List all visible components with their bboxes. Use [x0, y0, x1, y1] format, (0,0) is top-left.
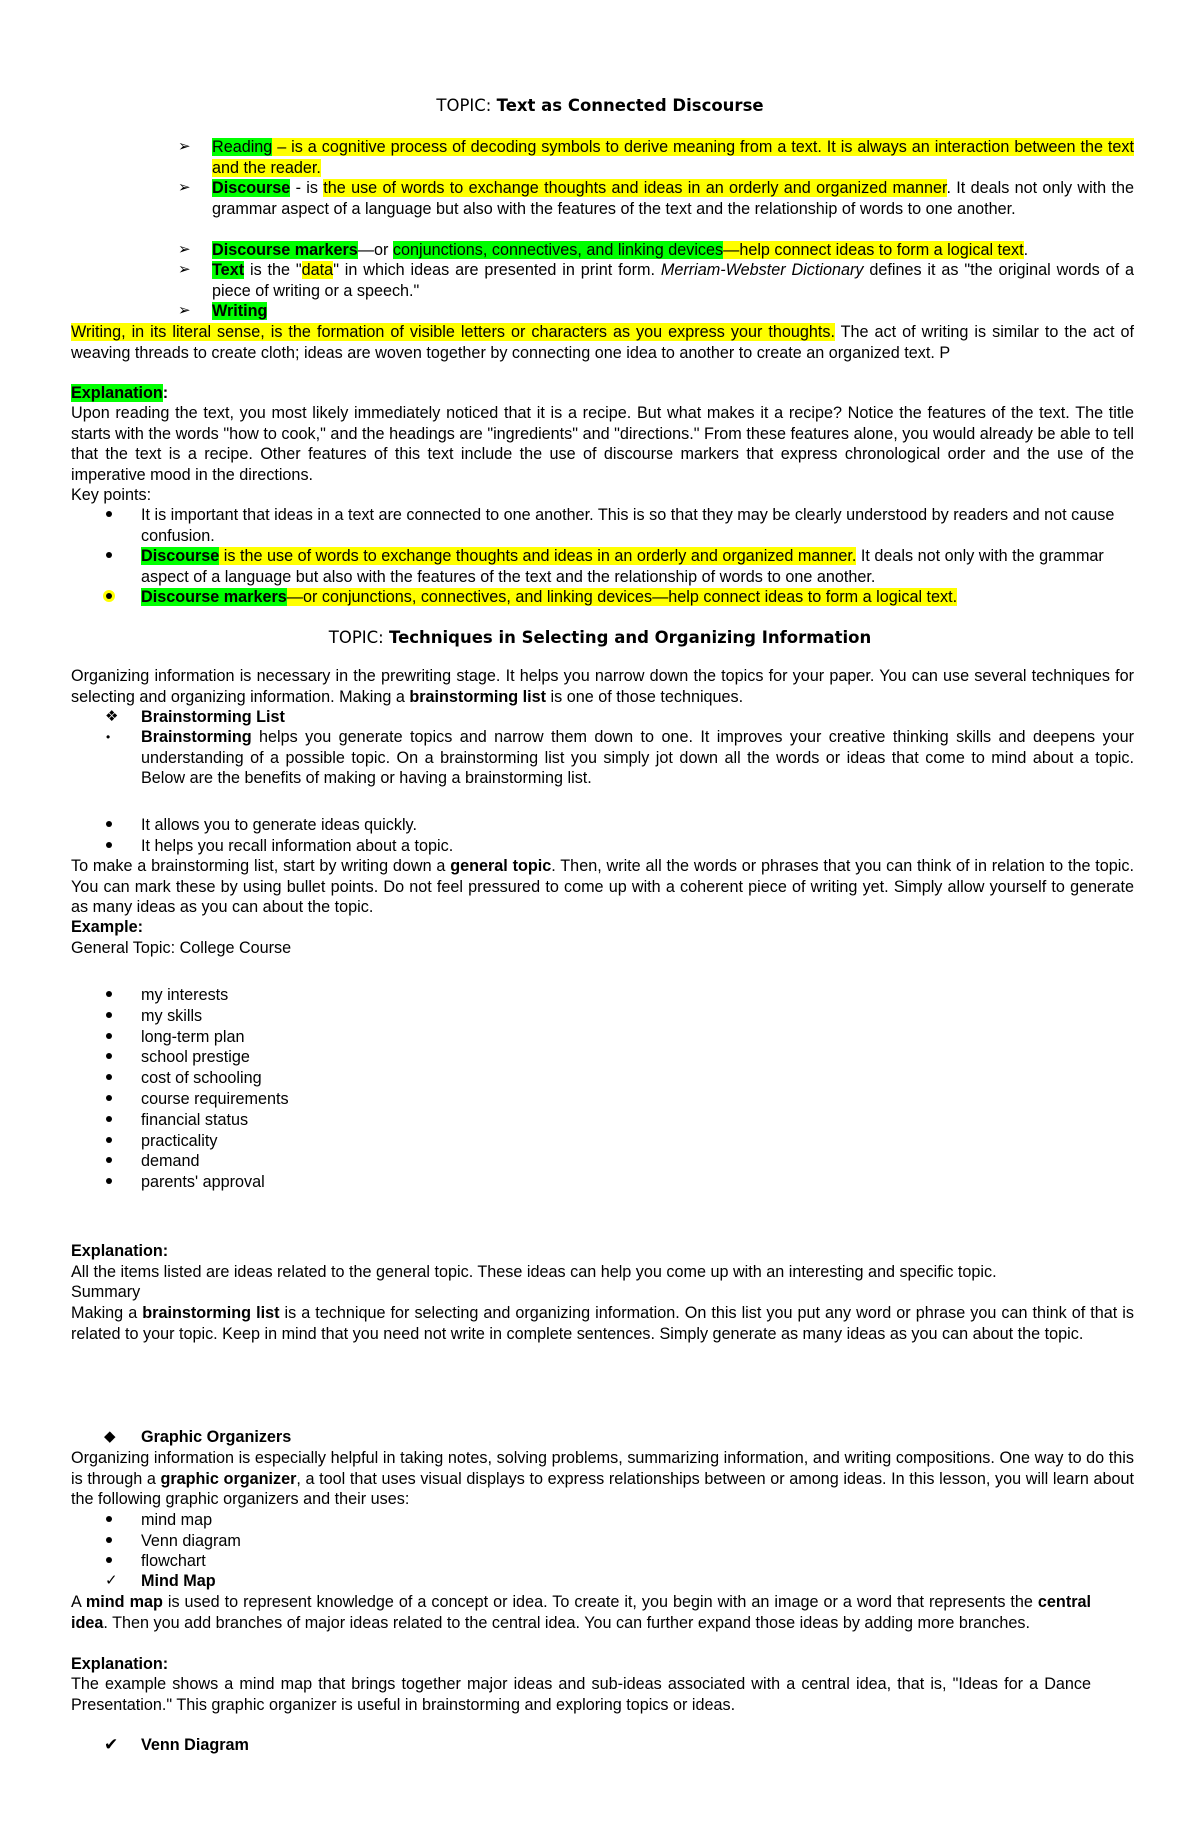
explanation-text-3: The example shows a mind map that brings together major ideas and sub-ideas associated with a central idea, that is, "Ideas for a Dance Presentation." This graphic organizer is useful in brainstorming and exploring topics or ideas.: [71, 1675, 1091, 1714]
benefit-1: It allows you to generate ideas quickly.: [141, 816, 417, 834]
bullet-icon: [106, 1516, 112, 1522]
key-point-2: [141, 546, 1134, 587]
graphic-text: , a tool that uses visual displays to express relationships between or among ideas. In this lesson, you will learn about the following graphic organizers and their uses:: [71, 1469, 1134, 1508]
separator: - is: [290, 179, 324, 197]
writing-rest: The act of writing is similar to the act of weaving threads to create cloth; ideas are woven together by connecting one idea to another to create an organized text. P: [71, 323, 1134, 362]
explanation-label-2: Explanation:: [71, 1242, 169, 1260]
how-text: To make a brainstorming list, start by writing down a: [71, 857, 451, 875]
explanation-label: Explanation: [71, 384, 163, 402]
graphic-organizers-heading: Graphic Organizers: [141, 1428, 292, 1446]
brainstorming-term: Brainstorming: [141, 728, 252, 746]
list-item: long-term plan: [141, 1027, 245, 1046]
kp2-term: Discourse: [141, 547, 220, 565]
separator: —or: [357, 241, 393, 259]
kp2-rest: It deals not only with the grammar aspect of a language but also with the features of the text and the relationship of words to one another.: [141, 547, 1104, 586]
explanation-text: Upon reading the text, you most likely immediately noticed that it is a recipe. But what makes it a recipe? Notice the features of the text. The title starts with the words "how to cook," and the headings are "ingredients" and "directions." From these features alone, you would already be able to tell that the text is a recipe. Other features of this text include the use of discourse markers that express chronological order and the use of the imperative mood in the directions.: [71, 404, 1134, 484]
kp2-highlight: is the use of words to exchange thoughts and ideas in an orderly and organized manner.: [219, 547, 857, 565]
summary-bold: brainstorming list: [142, 1304, 280, 1322]
key-point-1: It is important that ideas in a text are connected to one another. This is so that they may be clearly understood by readers and not cause confusion.: [141, 506, 1115, 545]
list-item: school prestige: [141, 1048, 250, 1067]
list-item: my interests: [141, 986, 229, 1004]
bullet-icon: [106, 842, 112, 848]
mm-text: . Then you add branches of major ideas related to the central idea. You can further expand those ideas by adding more branches.: [103, 1613, 1030, 1632]
diamond-bullet-icon: ◆: [104, 1428, 116, 1445]
text-part: defines it as "the original words of a piece of writing or a speech.": [212, 261, 1135, 300]
markers-highlight-yellow: —help connect ideas to form a logical text: [723, 241, 1024, 259]
bullet-icon: [106, 511, 112, 517]
markers-highlight-green: conjunctions, connectives, and linking devices: [392, 241, 724, 259]
list-item: cost of schooling: [141, 1069, 262, 1088]
reading-definition: – is a cognitive process of decoding symbols to derive meaning from a text. It is always an interaction between the text and the reader.: [212, 138, 1134, 177]
term-text: Text: [212, 261, 245, 279]
summary-text: Making a: [71, 1304, 143, 1322]
summary-text: is a technique for selecting and organizing information. On this list you put any word or phrase you can think of that is related to your topic. Keep in mind that you need not write in complete sentences. Simply generate as many ideas as you can about the topic.: [71, 1304, 1134, 1343]
arrow-bullet-icon: ➢: [178, 179, 191, 196]
bullet-icon: [106, 593, 112, 599]
mind-map-paragraph: [71, 1592, 1091, 1633]
text-part: " in which ideas are presented in print form.: [333, 261, 661, 279]
summary-label: Summary: [71, 1283, 141, 1301]
list-item: course requirements: [141, 1090, 289, 1108]
intro-bold: brainstorming list: [409, 687, 547, 706]
key-point-3: [141, 587, 1134, 608]
list-item: practicality: [141, 1131, 218, 1150]
mm-bold: mind map: [85, 1593, 163, 1611]
term-discourse-markers: Discourse markers: [212, 241, 358, 259]
topic-heading-1: [0, 96, 1200, 117]
bullet-icon: [106, 1157, 112, 1163]
benefit-2: It helps you recall information about a topic.: [141, 837, 454, 855]
topic-heading-2: [0, 628, 1200, 649]
list-item: mind map: [141, 1511, 213, 1529]
definition-discourse: [212, 178, 1134, 219]
bullet-icon: [106, 1116, 112, 1122]
definition-reading: [212, 137, 1134, 178]
bullet-icon: [106, 821, 112, 827]
term-writing: Writing: [212, 302, 268, 320]
list-item: financial status: [141, 1110, 249, 1129]
list-item: parents' approval: [141, 1173, 265, 1192]
diamond-bullet-icon: ❖: [105, 708, 119, 725]
data-highlight: data: [301, 261, 334, 279]
topic-title: Text as Connected Discourse: [496, 96, 764, 115]
definition-discourse-markers: [212, 240, 1134, 261]
dictionary-name: Merriam-Webster Dictionary: [660, 261, 864, 279]
bullet-icon: [106, 1178, 112, 1184]
period: .: [1023, 241, 1029, 259]
bullet-icon: [106, 1033, 112, 1039]
mm-bold: central idea: [71, 1593, 1092, 1632]
bullet-icon: [106, 1095, 112, 1101]
discourse-rest: . It deals not only with the grammar aspect of a language but also with the features of the text and the relationship of words to one another.: [212, 179, 1134, 218]
arrow-bullet-icon: ➢: [178, 138, 191, 155]
intro-text: Organizing information is necessary in the prewriting stage. It helps you narrow down the topics for your paper. You can use several techniques for selecting and organizing information. Making a: [71, 667, 1134, 706]
mm-text: is used to represent knowledge of a concept or idea. To create it, you begin with an image or a word that represents the: [162, 1593, 1038, 1611]
topic-title: Techniques in Selecting and Organizing Information: [389, 628, 872, 647]
bullet-icon: [106, 1537, 112, 1543]
text-part: is the ": [244, 261, 302, 279]
checkmark-icon: ✔: [104, 1735, 119, 1754]
general-topic: General Topic: College Course: [71, 939, 292, 957]
mind-map-heading: Mind Map: [141, 1572, 216, 1590]
example-label: Example:: [71, 918, 143, 936]
brainstorming-heading: Brainstorming List: [141, 708, 285, 726]
checkmark-icon: ✓: [105, 1572, 118, 1589]
summary-paragraph: [71, 1303, 1134, 1344]
bullet-icon: [106, 1557, 112, 1563]
bullet-icon: [106, 552, 112, 558]
graphic-text: Organizing information is especially helpful in taking notes, solving problems, summarizing information, and writing compositions. One way to do this is through a: [71, 1449, 1134, 1488]
explanation-heading: [71, 383, 1134, 404]
intro-text: is one of those techniques.: [546, 687, 744, 706]
small-bullet-icon: •: [106, 730, 111, 744]
graphic-bold: graphic organizer: [160, 1469, 297, 1488]
key-points-label: Key points:: [71, 486, 152, 504]
how-to-paragraph: [71, 856, 1134, 918]
venn-diagram-heading: Venn Diagram: [141, 1736, 249, 1754]
colon: :: [162, 384, 169, 402]
definition-writing: [212, 301, 1134, 322]
brainstorming-paragraph: [141, 727, 1134, 789]
kp3-highlight: —or conjunctions, connectives, and linking devices—help connect ideas to form a logical text.: [286, 588, 958, 606]
list-item: demand: [141, 1152, 200, 1171]
list-item: flowchart: [141, 1552, 206, 1570]
topic-prefix: TOPIC:: [436, 96, 497, 115]
arrow-bullet-icon: ➢: [178, 302, 191, 319]
kp3-term: Discourse markers: [141, 588, 287, 606]
bullet-icon: [106, 1137, 112, 1143]
mm-text: A: [71, 1593, 86, 1611]
graphic-organizers-paragraph: [71, 1448, 1134, 1510]
how-bold: general topic: [450, 857, 552, 875]
writing-highlight: Writing, in its literal sense, is the formation of visible letters or characters as you express your thoughts.: [71, 323, 835, 341]
list-item: Venn diagram: [141, 1531, 241, 1550]
topic-prefix: TOPIC:: [328, 628, 389, 647]
writing-paragraph: [71, 322, 1134, 363]
intro-paragraph: [71, 666, 1134, 707]
bullet-icon: [106, 1053, 112, 1059]
bullet-icon: [106, 1012, 112, 1018]
discourse-highlight: the use of words to exchange thoughts and ideas in an orderly and organized manner: [323, 179, 947, 197]
explanation-label-3: Explanation:: [71, 1655, 169, 1673]
brainstorming-text: helps you generate topics and narrow them down to one. It improves your creative thinking skills and deepens your understanding of a possible topic. On a brainstorming list you simply jot down all the words or ideas that come to mind about a topic. Below are the benefits of making or having a brainstorming list.: [141, 728, 1134, 787]
term-reading: Reading: [212, 138, 273, 156]
arrow-bullet-icon: ➢: [178, 261, 191, 278]
bullet-icon: [106, 991, 112, 997]
arrow-bullet-icon: ➢: [178, 241, 191, 258]
list-item: my skills: [141, 1006, 203, 1025]
how-text: . Then, write all the words or phrases that you can think of in relation to the topic. You can mark these by using bullet points. Do not feel pressured to come up with a coherent piece of writing yet. Simply allow yourself to generate as many ideas as you can about the topic.: [71, 857, 1134, 916]
term-discourse: Discourse: [212, 179, 291, 197]
definition-text: [212, 260, 1134, 301]
explanation-text-2: All the items listed are ideas related to the general topic. These ideas can help you come up with an interesting and specific topic.: [71, 1263, 997, 1281]
bullet-icon: [106, 1074, 112, 1080]
